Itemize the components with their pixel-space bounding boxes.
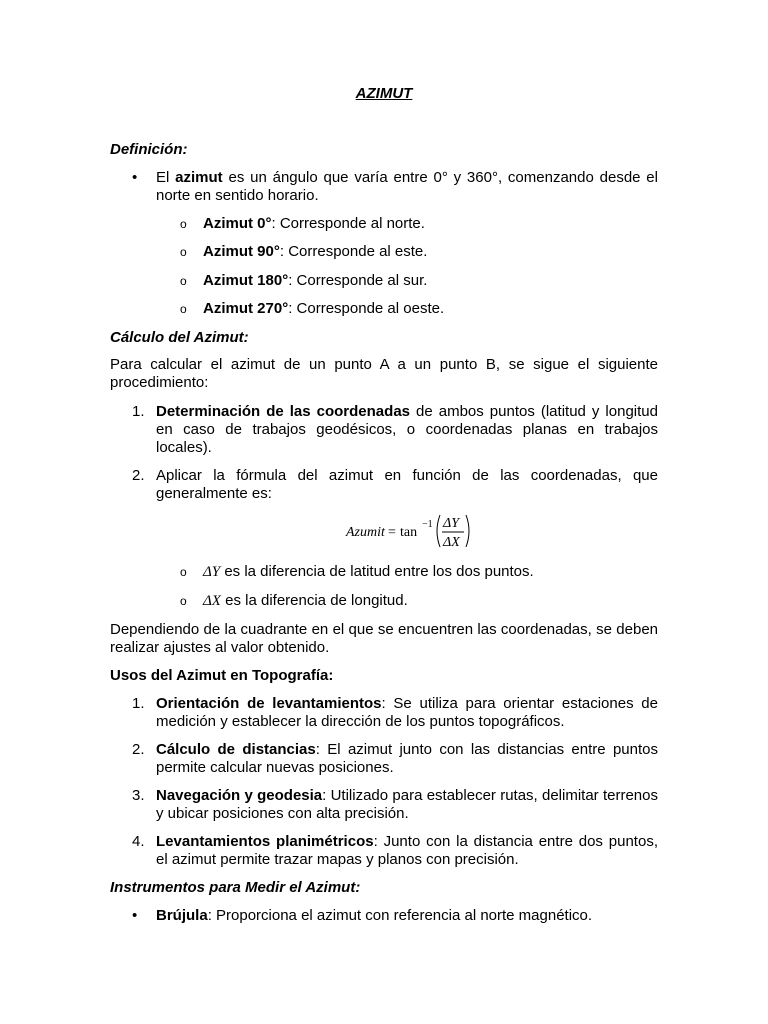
formula-exponent: −1	[422, 519, 433, 530]
text-run: : Proporciona el azimut con referencia al norte magnético.	[207, 907, 593, 924]
text-run: : Corresponde al este.	[279, 243, 428, 260]
text-run: : El azimut junto con las distancias entre puntos permite calcular nuevas posiciones.	[156, 741, 659, 776]
text-run: es un ángulo que varía entre 0° y 360°, comenzando desde el norte en sentido horario.	[156, 169, 658, 204]
bold-term: Azimut 270°	[203, 300, 289, 317]
text-run: es la diferencia de latitud entre los dos puntos.	[220, 563, 534, 580]
numbered-item	[156, 741, 658, 777]
formula-lhs: Azumit	[346, 525, 385, 540]
definition-bullet	[156, 169, 658, 205]
uses-heading: Usos del Azimut en Topografía:	[110, 667, 334, 684]
calculation-intro: Para calcular el azimut de un punto A a un punto B, se sigue el siguiente procedimiento:	[110, 356, 658, 391]
bold-term: Orientación de levantamientos	[156, 695, 382, 712]
circle-bullet-marker: o	[180, 594, 187, 608]
circle-bullet-marker: o	[180, 245, 187, 259]
sub-list-item	[203, 272, 658, 290]
numbered-item	[156, 833, 658, 869]
list-number: 2.	[132, 741, 145, 758]
left-paren	[437, 515, 440, 547]
list-number: 1.	[132, 695, 145, 712]
circle-bullet-marker: o	[180, 565, 187, 579]
numbered-item	[156, 695, 658, 731]
bullet-marker: •	[132, 907, 138, 924]
bullet-marker: •	[132, 169, 138, 186]
formula-denominator: ΔX	[443, 535, 460, 550]
formula-function: tan	[400, 525, 418, 540]
sub-list-item	[203, 215, 658, 233]
list-number: 4.	[132, 833, 145, 850]
formula-numerator: ΔY	[443, 516, 460, 531]
text-run: es la diferencia de longitud.	[220, 592, 408, 609]
math-symbol: ΔY	[203, 564, 221, 580]
list-number: 2.	[132, 467, 145, 484]
bold-term: Azimut 90°	[203, 243, 280, 260]
numbered-item	[156, 787, 658, 823]
list-number: 1.	[132, 403, 145, 420]
text-run: : Corresponde al oeste.	[288, 300, 445, 317]
text-run: : Corresponde al sur.	[288, 272, 428, 289]
formula-equals: =	[388, 525, 396, 540]
list-number: 3.	[132, 787, 145, 804]
text-run: : Se utiliza para orientar estaciones de medición y establecer la dirección de los puntos topográficos.	[156, 695, 658, 730]
instruments-heading: Instrumentos para Medir el Azimut:	[110, 879, 361, 896]
bold-term: Azimut 180°	[203, 272, 289, 289]
bold-term: Cálculo de distancias	[156, 741, 316, 758]
variable-item	[203, 563, 658, 581]
azimuth-formula	[110, 510, 658, 552]
text-run: : Junto con la distancia entre dos puntos, el azimut permite trazar mapas y planos con precisión.	[156, 833, 658, 868]
bold-term: Azimut 0°	[203, 215, 272, 232]
numbered-item: Aplicar la fórmula del azimut en función de las coordenadas, que generalmente es:	[156, 467, 658, 502]
sub-list-item	[203, 300, 658, 318]
quadrant-note: Dependiendo de la cuadrante en el que se encuentren las coordenadas, se deben realizar ajustes al valor obtenido.	[110, 621, 658, 656]
sub-list-item	[203, 243, 658, 261]
circle-bullet-marker: o	[180, 302, 187, 316]
page-title: AZIMUT	[355, 85, 413, 102]
calculation-heading: Cálculo del Azimut:	[110, 329, 249, 346]
bold-term: Levantamientos planimétricos	[156, 833, 374, 850]
instrument-item	[156, 907, 658, 925]
bold-term: azimut	[175, 169, 223, 186]
text-run: El	[156, 169, 176, 186]
right-paren	[466, 515, 469, 547]
definition-heading: Definición:	[110, 141, 188, 158]
text-run: de ambos puntos (latitud y longitud en caso de trabajos geodésicos, o coordenadas planas en trabajos locales).	[156, 403, 658, 456]
circle-bullet-marker: o	[180, 217, 187, 231]
numbered-item	[156, 403, 658, 457]
text-run: : Utilizado para establecer rutas, delimitar terrenos y ubicar posiciones con alta precisión.	[156, 787, 658, 822]
bold-term: Brújula	[156, 907, 208, 924]
math-symbol: ΔX	[203, 593, 221, 609]
circle-bullet-marker: o	[180, 274, 187, 288]
text-run: : Corresponde al norte.	[271, 215, 425, 232]
formula-svg	[110, 510, 658, 552]
bold-term: Navegación y geodesia	[156, 787, 323, 804]
bold-term: Determinación de las coordenadas	[156, 403, 410, 420]
variable-item	[203, 592, 658, 610]
